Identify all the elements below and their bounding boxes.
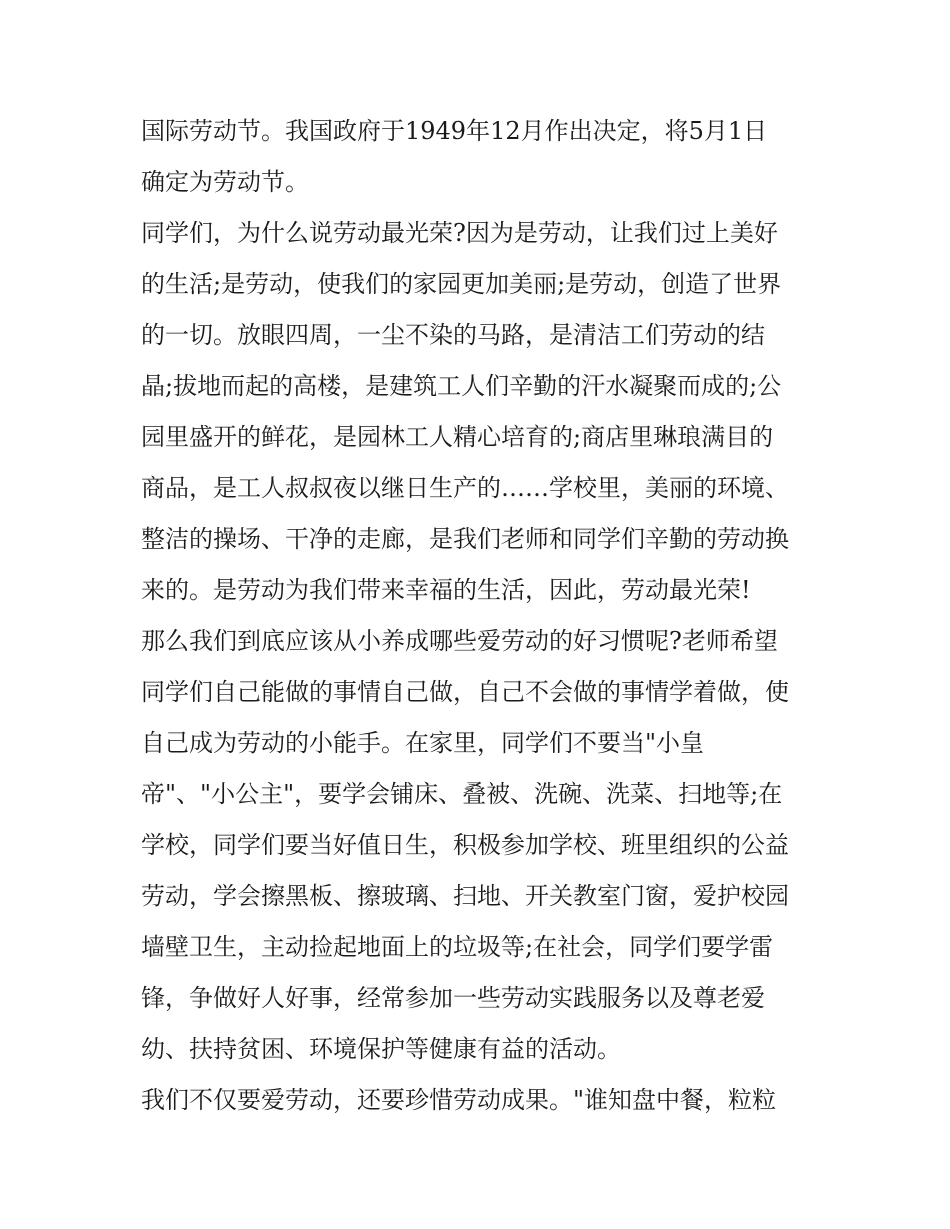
text-line: 幼、扶持贫困、环境保护等健康有益的活动。 (141, 1035, 621, 1063)
text-line: 墙壁卫生，主动捡起地面上的垃圾等;在社会，同学们要学雷 (141, 933, 774, 961)
text-line: 劳动，学会擦黑板、擦玻璃、扫地、开关教室门窗，爱护校园 (141, 882, 789, 910)
text-line: 那么我们到底应该从小养成哪些爱劳动的好习惯呢?老师希望 (141, 627, 778, 655)
text-line: 晶;拔地而起的高楼，是建筑工人们辛勤的汗水凝聚而成的;公 (141, 372, 782, 400)
text-line: 同学们，为什么说劳动最光荣?因为是劳动，让我们过上美好 (141, 219, 778, 247)
text-line: 整洁的操场、干净的走廊，是我们老师和同学们辛勤的劳动换 (141, 525, 789, 553)
text-line: 的一切。放眼四周，一尘不染的马路，是清洁工们劳动的结 (141, 321, 765, 349)
text-line: 商品，是工人叔叔夜以继日生产的……学校里，美丽的环境、 (141, 474, 789, 502)
text-line: 锋，争做好人好事，经常参加一些劳动实践服务以及尊老爱 (141, 984, 765, 1012)
text-line: 同学们自己能做的事情自己做，自己不会做的事情学着做，使 (141, 678, 789, 706)
text-line: 园里盛开的鲜花，是园林工人精心培育的;商店里琳琅满目的 (141, 423, 774, 451)
text-line: 确定为劳动节。 (141, 168, 309, 196)
text-line: 的生活;是劳动，使我们的家园更加美丽;是劳动，创造了世界 (141, 270, 782, 298)
text-line: 我们不仅要爱劳动，还要珍惜劳动成果。"谁知盘中餐，粒粒 (141, 1086, 777, 1114)
text-line: 自己成为劳动的小能手。在家里，同学们不要当"小皇 (141, 729, 705, 757)
text-line: 帝"、"小公主"，要学会铺床、叠被、洗碗、洗菜、扫地等;在 (141, 780, 783, 808)
text-line: 学校，同学们要当好值日生，积极参加学校、班里组织的公益 (141, 831, 789, 859)
text-line: 国际劳动节。我国政府于1949年12月作出决定，将5月1日 (141, 117, 768, 145)
text-line: 来的。是劳动为我们带来幸福的生活，因此，劳动最光荣! (141, 576, 751, 604)
document-body (141, 106, 821, 1126)
